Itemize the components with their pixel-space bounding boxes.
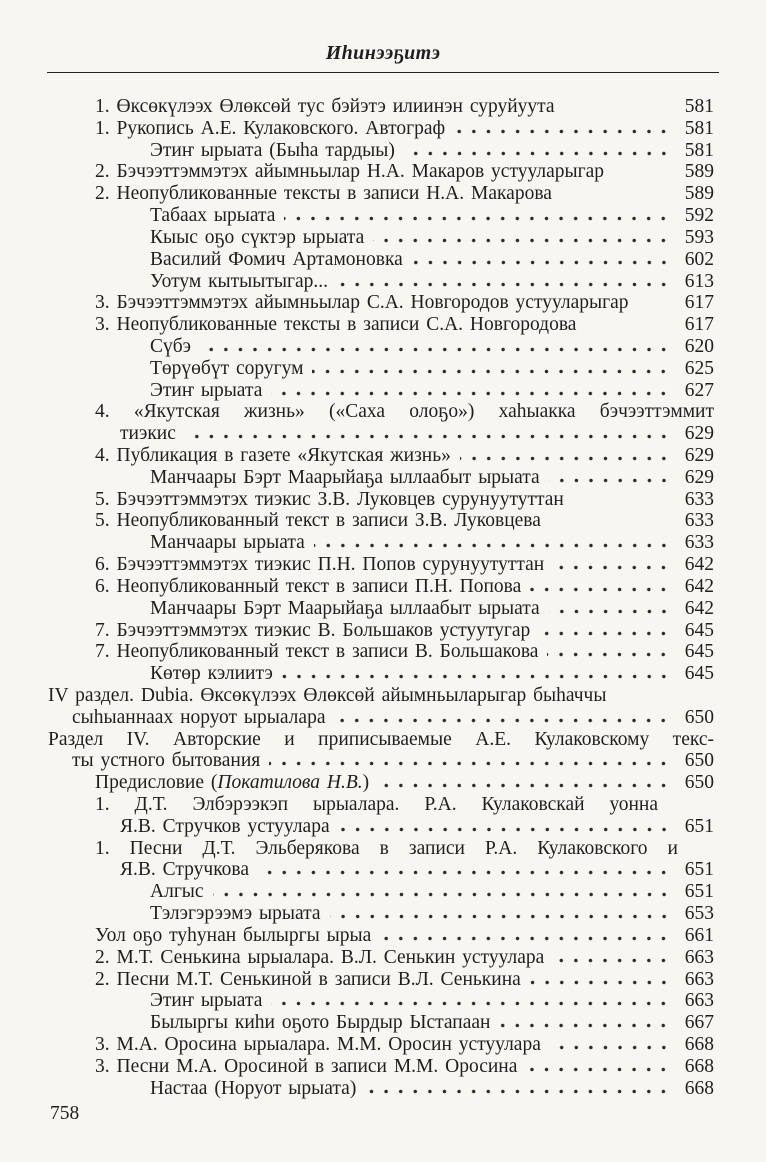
- toc-entry-title: Василий Фомич Артамоновка: [150, 248, 403, 270]
- toc-entry-title: Тэлэгэрээмэ ырыата: [150, 903, 321, 925]
- toc-page-number: 620: [684, 335, 714, 357]
- dot-leader: [412, 250, 671, 265]
- toc-page-number: 629: [684, 445, 714, 466]
- toc-row: [48, 380, 714, 402]
- toc-page-number: 589: [684, 161, 714, 183]
- dot-leader: [460, 446, 671, 461]
- dot-leader: [271, 991, 671, 1006]
- toc-entry-title: 1. Песни Д.Т. Эльберякова в записи Р.А. Кулаковского и: [95, 837, 678, 859]
- toc-page-number: 642: [684, 554, 714, 576]
- dot-leader: [269, 751, 671, 766]
- toc-page-number: 653: [684, 903, 714, 925]
- dot-leader: [613, 162, 671, 177]
- toc-row: [48, 794, 714, 816]
- toc-row: [48, 118, 714, 140]
- toc-entry-title: Этиҥ ырыата: [150, 990, 263, 1012]
- toc-entry-title: 3. М.А. Оросина ырыалара. М.М. Оросин устуулара: [95, 1033, 541, 1055]
- running-head: [0, 42, 766, 65]
- toc-page-number: 663: [684, 968, 714, 990]
- toc-entry-title: 4. «Якутская жизнь» («Саха олоҕо») хаһыакка бэчээттэммит: [95, 401, 714, 423]
- toc-row: [48, 227, 714, 249]
- dot-leader: [526, 1057, 671, 1072]
- toc-page-number: 625: [684, 357, 714, 379]
- toc-entry-title: Кыыс оҕо сүктэр ырыата: [150, 226, 365, 248]
- toc-row: [48, 685, 714, 707]
- dot-leader: [282, 664, 671, 679]
- toc-page-number: 668: [684, 1033, 714, 1055]
- toc-row: [48, 423, 714, 445]
- toc-row: [48, 903, 714, 925]
- toc-page-number: 633: [684, 532, 714, 554]
- toc-row: [48, 838, 714, 860]
- toc-row: [48, 576, 714, 598]
- dot-leader: [185, 424, 671, 439]
- toc-row: [48, 205, 714, 227]
- toc-row: [48, 816, 714, 838]
- toc-entry-title: Табаах ырыата: [150, 205, 276, 227]
- toc-page-number: 650: [684, 706, 714, 728]
- toc-row: [48, 140, 714, 162]
- dot-leader: [573, 490, 671, 505]
- toc-page-number: 627: [684, 379, 714, 401]
- toc-entry-title: 2. Неопубликованные тексты в записи Н.А. Макарова: [95, 183, 552, 205]
- toc-row: [48, 336, 714, 358]
- toc-row: [48, 641, 714, 663]
- toc-page-number: 645: [684, 641, 714, 663]
- toc-row: [48, 96, 714, 118]
- toc-row: [48, 859, 714, 881]
- dot-leader: [553, 555, 671, 570]
- dot-leader: [334, 708, 671, 723]
- dot-leader: [499, 1013, 671, 1028]
- toc-page-number: 642: [684, 597, 714, 619]
- dot-leader: [454, 119, 671, 134]
- toc-entry-title: 3. Неопубликованные тексты в записи С.А. Новгородова: [95, 314, 577, 336]
- toc-page-number: 651: [684, 859, 714, 881]
- dot-leader: [380, 926, 671, 941]
- toc-entry-title: 1. Д.Т. Элбэрээкэп ырыалара. Р.А. Кулаковскай уонна: [95, 794, 658, 815]
- toc-page-number: 633: [684, 488, 714, 510]
- page-number-folio: 758: [50, 1103, 80, 1124]
- toc-entry-title: 2. М.Т. Сенькина ырыалара. В.Л. Сенькин устуулара: [95, 946, 545, 968]
- dot-leader: [539, 621, 671, 636]
- dot-leader: [561, 184, 671, 199]
- dot-leader: [550, 511, 671, 526]
- toc-page-number: 581: [684, 117, 714, 139]
- toc-page-number: 661: [684, 924, 714, 946]
- toc-entry-title: Раздел IV. Авторские и приписываемые А.Е. Кулаковскому текс-: [48, 728, 714, 750]
- toc-entry-title: 2. Песни М.Т. Сенькиной в записи В.Л. Сенькина: [95, 968, 521, 990]
- toc-page-number: 663: [684, 946, 714, 968]
- toc-entry-title: ты устного бытования: [72, 750, 261, 772]
- toc-entry-title: 5. Бэчээттэммэтэх тиэкис З.В. Луковцев сурунуутуттан: [95, 488, 564, 510]
- toc-page-number: 593: [684, 226, 714, 248]
- toc-row: [48, 1056, 714, 1078]
- toc-entry-title: 7. Неопубликованный текст в записи В. Большакова: [95, 641, 539, 663]
- toc-page-number: 663: [684, 990, 714, 1012]
- toc-page-number: 668: [684, 1055, 714, 1077]
- toc-entry-title: Сүбэ: [150, 335, 192, 357]
- toc-row: [48, 969, 714, 991]
- dot-leader: [271, 381, 671, 396]
- toc-entry-title: тиэкис: [120, 423, 176, 445]
- toc-page-number: 668: [684, 1077, 714, 1099]
- dot-leader: [550, 1035, 671, 1050]
- toc-row: [48, 1012, 714, 1034]
- toc-page-number: 592: [684, 205, 714, 227]
- dot-leader: [404, 141, 671, 156]
- toc-entry-title: Манчаары Бэрт Маарыйаҕа ыллаабыт ырыата: [150, 466, 540, 488]
- toc-entry-title: Настаа (Норуот ырыата): [150, 1077, 357, 1099]
- toc-row: [48, 1078, 714, 1100]
- toc-entry-title: Этиҥ ырыата (Быһа тардыы): [150, 139, 395, 161]
- toc-entry-title: Манчаары Бэрт Маарыйаҕа ыллаабыт ырыата: [150, 597, 540, 619]
- toc-row: [48, 881, 714, 903]
- dot-leader: [339, 817, 671, 832]
- toc-row: [48, 554, 714, 576]
- toc-entry-title-italic: Покатилова Н.В.: [217, 772, 363, 794]
- toc-row: [48, 598, 714, 620]
- toc-entry-title: Алгыс: [150, 881, 204, 903]
- toc-entry-title: Көтөр кэлиитэ: [150, 663, 273, 685]
- dot-leader: [547, 642, 671, 657]
- toc-entry-title: 1. Өксөкүлээх Өлөксөй тус бэйэтэ илиинэн суруйуута: [95, 96, 555, 117]
- toc-page-number: 629: [684, 423, 714, 445]
- toc-entry-title-plain: Предисловие (: [95, 772, 218, 794]
- dot-leader: [553, 948, 671, 963]
- toc-row: [48, 729, 714, 751]
- toc-row: [48, 947, 714, 969]
- dot-leader: [373, 228, 671, 243]
- toc-entry-title-plain: ): [362, 772, 370, 794]
- dot-leader: [312, 359, 671, 374]
- toc-entry-title: Манчаары ырыата: [150, 532, 305, 554]
- dot-leader: [564, 97, 671, 112]
- toc-entry-title: Төрүөбүт соругум: [150, 357, 304, 379]
- dot-leader: [638, 293, 671, 308]
- toc-entry-title: Уотум кытыытыгар...: [150, 270, 329, 292]
- toc-row: [48, 183, 714, 205]
- toc-page-number: 613: [684, 270, 714, 292]
- toc-page-number: 642: [684, 575, 714, 597]
- toc-row: [48, 292, 714, 314]
- toc-entry-title: Я.В. Стручков устуулара: [120, 815, 330, 837]
- dot-leader: [585, 315, 671, 330]
- toc-page-number: 617: [684, 292, 714, 314]
- toc-page-number: 581: [684, 139, 714, 161]
- toc-row: [48, 249, 714, 271]
- toc-row: [48, 750, 714, 772]
- toc-page-number: 629: [684, 466, 714, 488]
- dot-leader: [213, 882, 671, 897]
- toc-row: [48, 990, 714, 1012]
- toc-page-number: 617: [684, 314, 714, 336]
- toc-row: [48, 925, 714, 947]
- toc-entry-title: 2. Бэчээттэммэтэх айымньылар Н.А. Макаров устууларыгар: [95, 161, 604, 183]
- toc-entry-title: 6. Бэчээттэммэтэх тиэкис П.Н. Попов сурунуутуттан: [95, 554, 545, 576]
- toc-page-number: 602: [684, 248, 714, 270]
- toc-page-number: 651: [684, 881, 714, 903]
- toc-page-number: 633: [684, 510, 714, 532]
- running-head-title: Иһинээҕитэ: [325, 42, 441, 64]
- toc-entry-title: Этиҥ ырыата: [150, 379, 263, 401]
- toc-entry-title: 5. Неопубликованный текст в записи З.В. Луковцева: [95, 510, 541, 532]
- toc-page-number: 650: [684, 750, 714, 772]
- dot-leader: [337, 272, 671, 287]
- toc-row: [48, 314, 714, 336]
- toc-page-number: 667: [684, 1012, 714, 1034]
- toc-entry-title: сыһыаннаах норуот ырыалара: [72, 706, 326, 728]
- toc-row: [48, 401, 714, 423]
- toc-row: [48, 620, 714, 642]
- dot-leader: [284, 206, 671, 221]
- toc-entry-title: IV раздел. Dubia. Өксөкүлээх Өлөксөй айымньыларыгар быһаччы: [48, 684, 607, 706]
- toc-page-number: 651: [684, 815, 714, 837]
- dot-leader: [549, 599, 671, 614]
- dot-leader: [530, 577, 671, 592]
- toc-row: [48, 489, 714, 511]
- toc-row: [48, 707, 714, 729]
- toc-row: [48, 271, 714, 293]
- dot-leader: [365, 1079, 671, 1094]
- dot-leader: [549, 468, 671, 483]
- toc-page-number: 645: [684, 663, 714, 685]
- toc-entry-title: [95, 772, 369, 794]
- toc-row: [48, 663, 714, 685]
- toc-entry-title: 3. Песни М.А. Оросиной в записи М.М. Оросина: [95, 1055, 518, 1077]
- toc-entry-title: Я.В. Стручкова: [120, 859, 250, 881]
- toc-row: [48, 1034, 714, 1056]
- dot-leader: [314, 533, 671, 548]
- toc-row: [48, 532, 714, 554]
- toc-entry-title: 3. Бэчээттэммэтэх айымньылар С.А. Новгородов устууларыгар: [95, 292, 629, 314]
- header-rule: [47, 72, 719, 73]
- toc-page-number: 589: [684, 183, 714, 205]
- toc-row: [48, 161, 714, 183]
- toc-page-number: 581: [684, 96, 714, 117]
- toc-entry-title: 7. Бэчээттэммэтэх тиэкис В. Большаков устуутугар: [95, 619, 531, 641]
- toc-entry-title: 6. Неопубликованный текст в записи П.Н. Попова: [95, 575, 522, 597]
- dot-leader: [330, 904, 671, 919]
- dot-leader: [530, 970, 671, 985]
- dot-leader: [200, 337, 671, 352]
- toc-entry-title: 1. Рукопись А.Е. Кулаковского. Автограф: [95, 117, 446, 139]
- toc-row: [48, 445, 714, 467]
- toc-entry-title: 4. Публикация в газете «Якутская жизнь»: [95, 445, 451, 466]
- toc-entry-title: Уол оҕо туһунан былыргы ырыа: [95, 924, 372, 946]
- toc-entry-title: Былыргы киһи оҕото Бырдыр Ыстапаан: [150, 1012, 491, 1034]
- toc-row: [48, 358, 714, 380]
- toc-page-number: 650: [684, 772, 714, 794]
- toc-list: [48, 96, 714, 1099]
- dot-leader: [378, 773, 671, 788]
- toc-row: [48, 772, 714, 794]
- toc-row: [48, 467, 714, 489]
- dot-leader: [258, 860, 671, 875]
- toc-row: [48, 510, 714, 532]
- toc-page-number: 645: [684, 619, 714, 641]
